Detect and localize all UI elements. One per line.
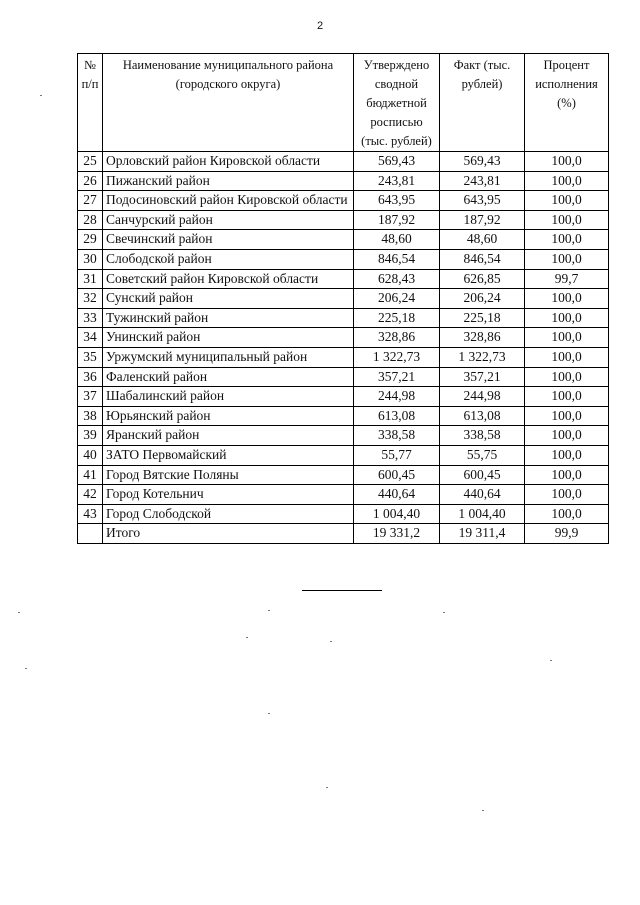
approved-amount: 338,58 xyxy=(354,426,440,446)
execution-percent: 100,0 xyxy=(525,387,609,407)
approved-amount: 243,81 xyxy=(354,171,440,191)
header-number: № п/п xyxy=(78,54,103,152)
scan-speck xyxy=(326,787,328,788)
district-name: Город Слободской xyxy=(103,504,354,524)
approved-amount: 569,43 xyxy=(354,152,440,172)
row-number: 42 xyxy=(78,485,103,505)
approved-amount: 440,64 xyxy=(354,485,440,505)
scan-speck xyxy=(40,95,42,96)
execution-percent: 100,0 xyxy=(525,210,609,230)
district-name: Свечинский район xyxy=(103,230,354,250)
execution-percent: 100,0 xyxy=(525,289,609,309)
execution-percent: 100,0 xyxy=(525,171,609,191)
fact-amount: 569,43 xyxy=(440,152,525,172)
fact-amount: 846,54 xyxy=(440,249,525,269)
approved-amount: 55,77 xyxy=(354,445,440,465)
approved-amount: 846,54 xyxy=(354,249,440,269)
district-name: Юрьянский район xyxy=(103,406,354,426)
row-number: 30 xyxy=(78,249,103,269)
approved-amount: 328,86 xyxy=(354,328,440,348)
district-name: Город Котельнич xyxy=(103,485,354,505)
scan-speck xyxy=(25,668,27,669)
execution-percent: 100,0 xyxy=(525,230,609,250)
row-number: 34 xyxy=(78,328,103,348)
scan-speck xyxy=(18,612,20,613)
fact-amount: 243,81 xyxy=(440,171,525,191)
table-row xyxy=(78,328,609,348)
row-number: 27 xyxy=(78,191,103,211)
approved-amount: 643,95 xyxy=(354,191,440,211)
fact-amount: 643,95 xyxy=(440,191,525,211)
execution-percent: 100,0 xyxy=(525,445,609,465)
approved-amount: 244,98 xyxy=(354,387,440,407)
table-row xyxy=(78,191,609,211)
table-body xyxy=(78,152,609,544)
fact-amount: 600,45 xyxy=(440,465,525,485)
table-row xyxy=(78,387,609,407)
district-name: Слободской район xyxy=(103,249,354,269)
execution-percent: 100,0 xyxy=(525,347,609,367)
approved-amount: 357,21 xyxy=(354,367,440,387)
district-name: Итого xyxy=(103,524,354,544)
fact-amount: 48,60 xyxy=(440,230,525,250)
approved-amount: 613,08 xyxy=(354,406,440,426)
scan-speck xyxy=(443,612,445,613)
fact-amount: 440,64 xyxy=(440,485,525,505)
table-row xyxy=(78,308,609,328)
row-number: 31 xyxy=(78,269,103,289)
table-row xyxy=(78,171,609,191)
closing-rule xyxy=(302,590,382,591)
row-number: 43 xyxy=(78,504,103,524)
row-number: 28 xyxy=(78,210,103,230)
execution-percent: 100,0 xyxy=(525,308,609,328)
row-number: 33 xyxy=(78,308,103,328)
total-row xyxy=(78,524,609,544)
execution-percent: 99,9 xyxy=(525,524,609,544)
row-number: 40 xyxy=(78,445,103,465)
budget-execution-table xyxy=(77,53,609,544)
fact-amount: 328,86 xyxy=(440,328,525,348)
district-name: Пижанский район xyxy=(103,171,354,191)
fact-amount: 244,98 xyxy=(440,387,525,407)
district-name: Орловский район Кировской области xyxy=(103,152,354,172)
execution-percent: 100,0 xyxy=(525,152,609,172)
scan-speck xyxy=(268,610,270,611)
page-number: 2 xyxy=(316,20,324,32)
district-name: Сунский район xyxy=(103,289,354,309)
approved-amount: 1 004,40 xyxy=(354,504,440,524)
table-row xyxy=(78,465,609,485)
scan-speck xyxy=(330,641,332,642)
execution-percent: 100,0 xyxy=(525,191,609,211)
district-name: Унинский район xyxy=(103,328,354,348)
approved-amount: 187,92 xyxy=(354,210,440,230)
district-name: Фаленский район xyxy=(103,367,354,387)
fact-amount: 225,18 xyxy=(440,308,525,328)
table-header-row xyxy=(78,54,609,152)
scan-speck xyxy=(268,713,270,714)
district-name: Город Вятские Поляны xyxy=(103,465,354,485)
fact-amount: 55,75 xyxy=(440,445,525,465)
fact-amount: 338,58 xyxy=(440,426,525,446)
table-row xyxy=(78,426,609,446)
approved-amount: 600,45 xyxy=(354,465,440,485)
execution-percent: 100,0 xyxy=(525,504,609,524)
approved-amount: 225,18 xyxy=(354,308,440,328)
fact-amount: 613,08 xyxy=(440,406,525,426)
approved-amount: 206,24 xyxy=(354,289,440,309)
district-name: ЗАТО Первомайский xyxy=(103,445,354,465)
table-row xyxy=(78,269,609,289)
table-row xyxy=(78,504,609,524)
approved-amount: 19 331,2 xyxy=(354,524,440,544)
execution-percent: 99,7 xyxy=(525,269,609,289)
fact-amount: 206,24 xyxy=(440,289,525,309)
scan-speck xyxy=(482,810,484,811)
approved-amount: 1 322,73 xyxy=(354,347,440,367)
row-number: 36 xyxy=(78,367,103,387)
row-number: 25 xyxy=(78,152,103,172)
table-row xyxy=(78,367,609,387)
row-number: 35 xyxy=(78,347,103,367)
scan-speck xyxy=(550,660,552,661)
header-percent: Процент исполнения (%) xyxy=(525,54,609,152)
execution-percent: 100,0 xyxy=(525,465,609,485)
execution-percent: 100,0 xyxy=(525,485,609,505)
table-row xyxy=(78,347,609,367)
scan-speck xyxy=(246,637,248,638)
district-name: Санчурский район xyxy=(103,210,354,230)
fact-amount: 357,21 xyxy=(440,367,525,387)
table-row xyxy=(78,249,609,269)
execution-percent: 100,0 xyxy=(525,328,609,348)
table-row xyxy=(78,230,609,250)
approved-amount: 48,60 xyxy=(354,230,440,250)
row-number: 37 xyxy=(78,387,103,407)
table-row xyxy=(78,406,609,426)
table-row xyxy=(78,210,609,230)
table-row xyxy=(78,152,609,172)
table-row xyxy=(78,289,609,309)
row-number: 38 xyxy=(78,406,103,426)
fact-amount: 19 311,4 xyxy=(440,524,525,544)
row-number: 41 xyxy=(78,465,103,485)
fact-amount: 1 322,73 xyxy=(440,347,525,367)
district-name: Уржумский муниципальный район xyxy=(103,347,354,367)
execution-percent: 100,0 xyxy=(525,406,609,426)
row-number: 39 xyxy=(78,426,103,446)
fact-amount: 187,92 xyxy=(440,210,525,230)
row-number xyxy=(78,524,103,544)
district-name: Советский район Кировской области xyxy=(103,269,354,289)
header-approved: Утверждено сводной бюджетной росписью (тыс. рублей) xyxy=(354,54,440,152)
approved-amount: 628,43 xyxy=(354,269,440,289)
execution-percent: 100,0 xyxy=(525,249,609,269)
header-district-name: Наименование муниципального района (городского округа) xyxy=(103,54,354,152)
district-name: Подосиновский район Кировской области xyxy=(103,191,354,211)
district-name: Яранский район xyxy=(103,426,354,446)
district-name: Шабалинский район xyxy=(103,387,354,407)
execution-percent: 100,0 xyxy=(525,367,609,387)
execution-percent: 100,0 xyxy=(525,426,609,446)
header-fact: Факт (тыс. рублей) xyxy=(440,54,525,152)
district-name: Тужинский район xyxy=(103,308,354,328)
row-number: 32 xyxy=(78,289,103,309)
fact-amount: 626,85 xyxy=(440,269,525,289)
fact-amount: 1 004,40 xyxy=(440,504,525,524)
row-number: 26 xyxy=(78,171,103,191)
row-number: 29 xyxy=(78,230,103,250)
table-row xyxy=(78,485,609,505)
table-row xyxy=(78,445,609,465)
